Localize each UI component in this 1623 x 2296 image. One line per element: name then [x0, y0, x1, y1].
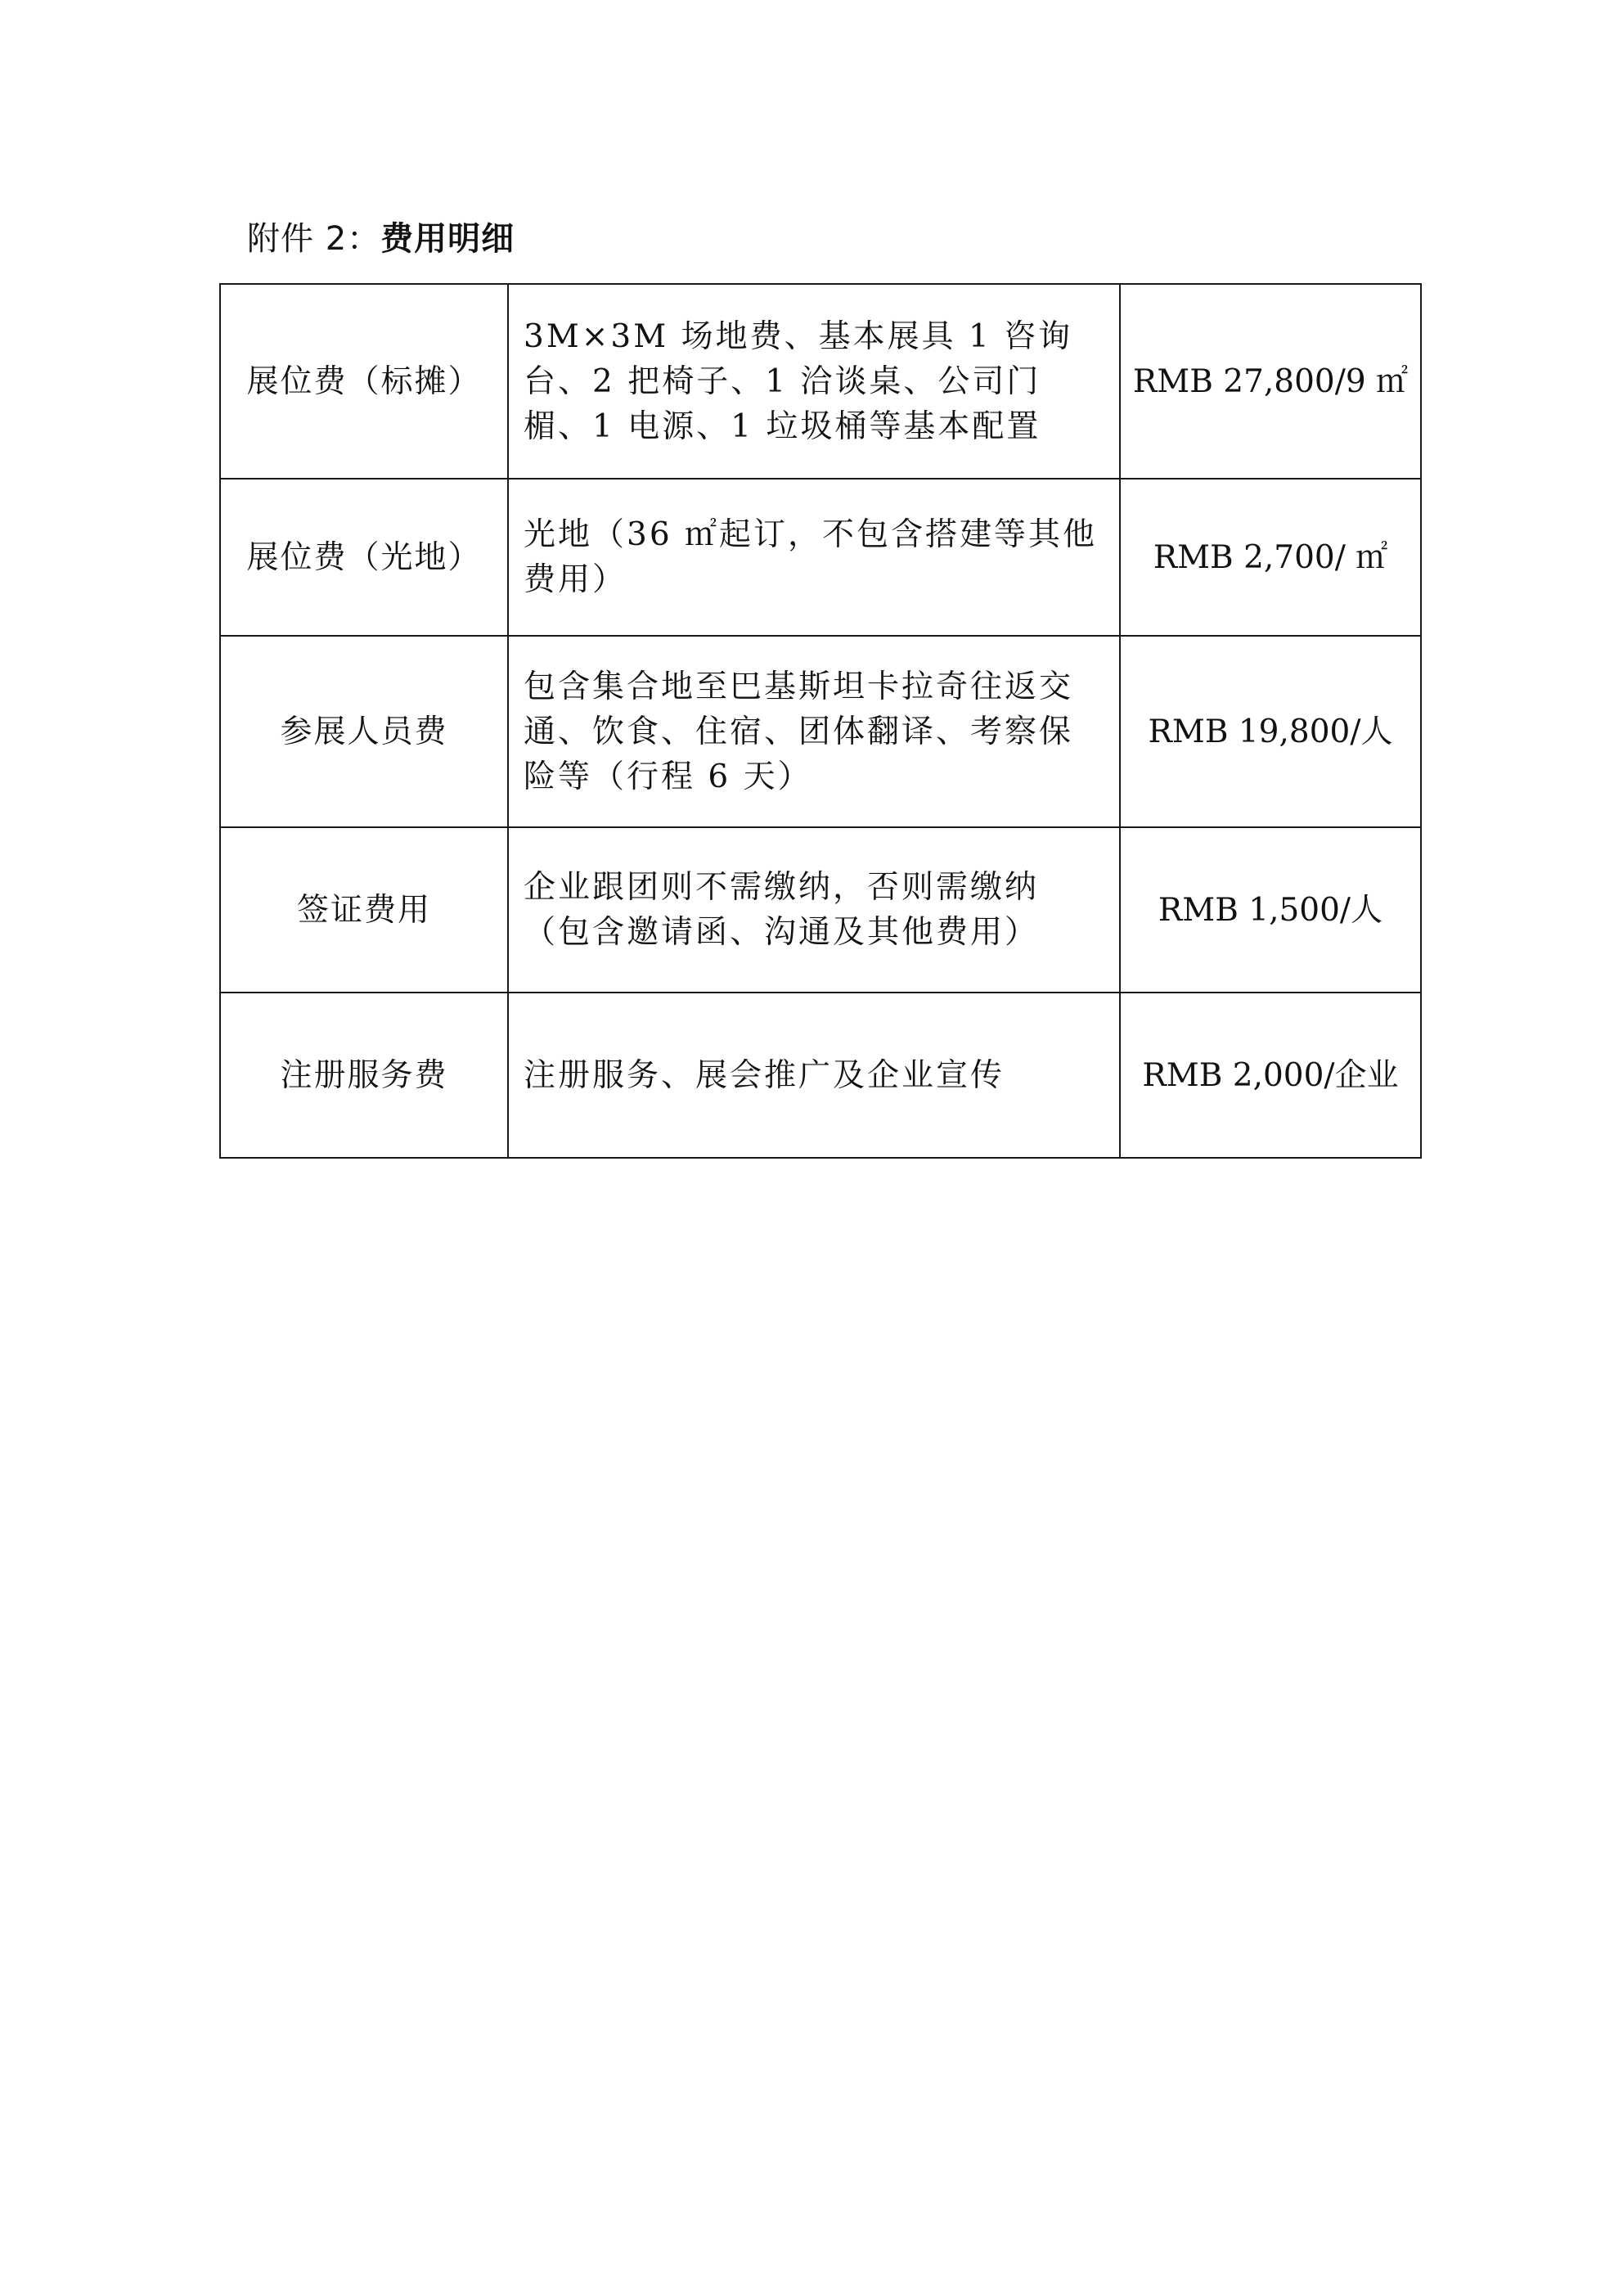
fee-table [219, 283, 1422, 1159]
fee-price: RMB 2,700/ ㎡ [1120, 479, 1421, 636]
heading-title: 费用明细 [380, 220, 515, 258]
table-row [220, 284, 1421, 479]
fee-item: 签证费用 [220, 827, 508, 993]
table-row [220, 993, 1421, 1158]
fee-detail: 注册服务、展会推广及企业宣传 [508, 993, 1120, 1158]
fee-price: RMB 2,000/企业 [1120, 993, 1421, 1158]
fee-detail: 包含集合地至巴基斯坦卡拉奇往返交通、饮食、住宿、团体翻译、考察保险等（行程 6 天） [508, 636, 1120, 827]
table-row [220, 479, 1421, 636]
page-heading [247, 214, 515, 263]
fee-item: 注册服务费 [220, 993, 508, 1158]
fee-detail: 企业跟团则不需缴纳，否则需缴纳（包含邀请函、沟通及其他费用） [508, 827, 1120, 993]
fee-price: RMB 19,800/人 [1120, 636, 1421, 827]
fee-price: RMB 27,800/9 ㎡ [1120, 284, 1421, 479]
heading-lead: 附件 2： [247, 220, 381, 258]
fee-price: RMB 1,500/人 [1120, 827, 1421, 993]
fee-detail: 光地（36 ㎡起订，不包含搭建等其他费用） [508, 479, 1120, 636]
table-row [220, 636, 1421, 827]
fee-item: 展位费（标摊） [220, 284, 508, 479]
fee-item: 参展人员费 [220, 636, 508, 827]
fee-item: 展位费（光地） [220, 479, 508, 636]
fee-detail: 3M×3M 场地费、基本展具 1 咨询台、2 把椅子、1 洽谈桌、公司门楣、1 电源、1 垃圾桶等基本配置 [508, 284, 1120, 479]
table-row [220, 827, 1421, 993]
